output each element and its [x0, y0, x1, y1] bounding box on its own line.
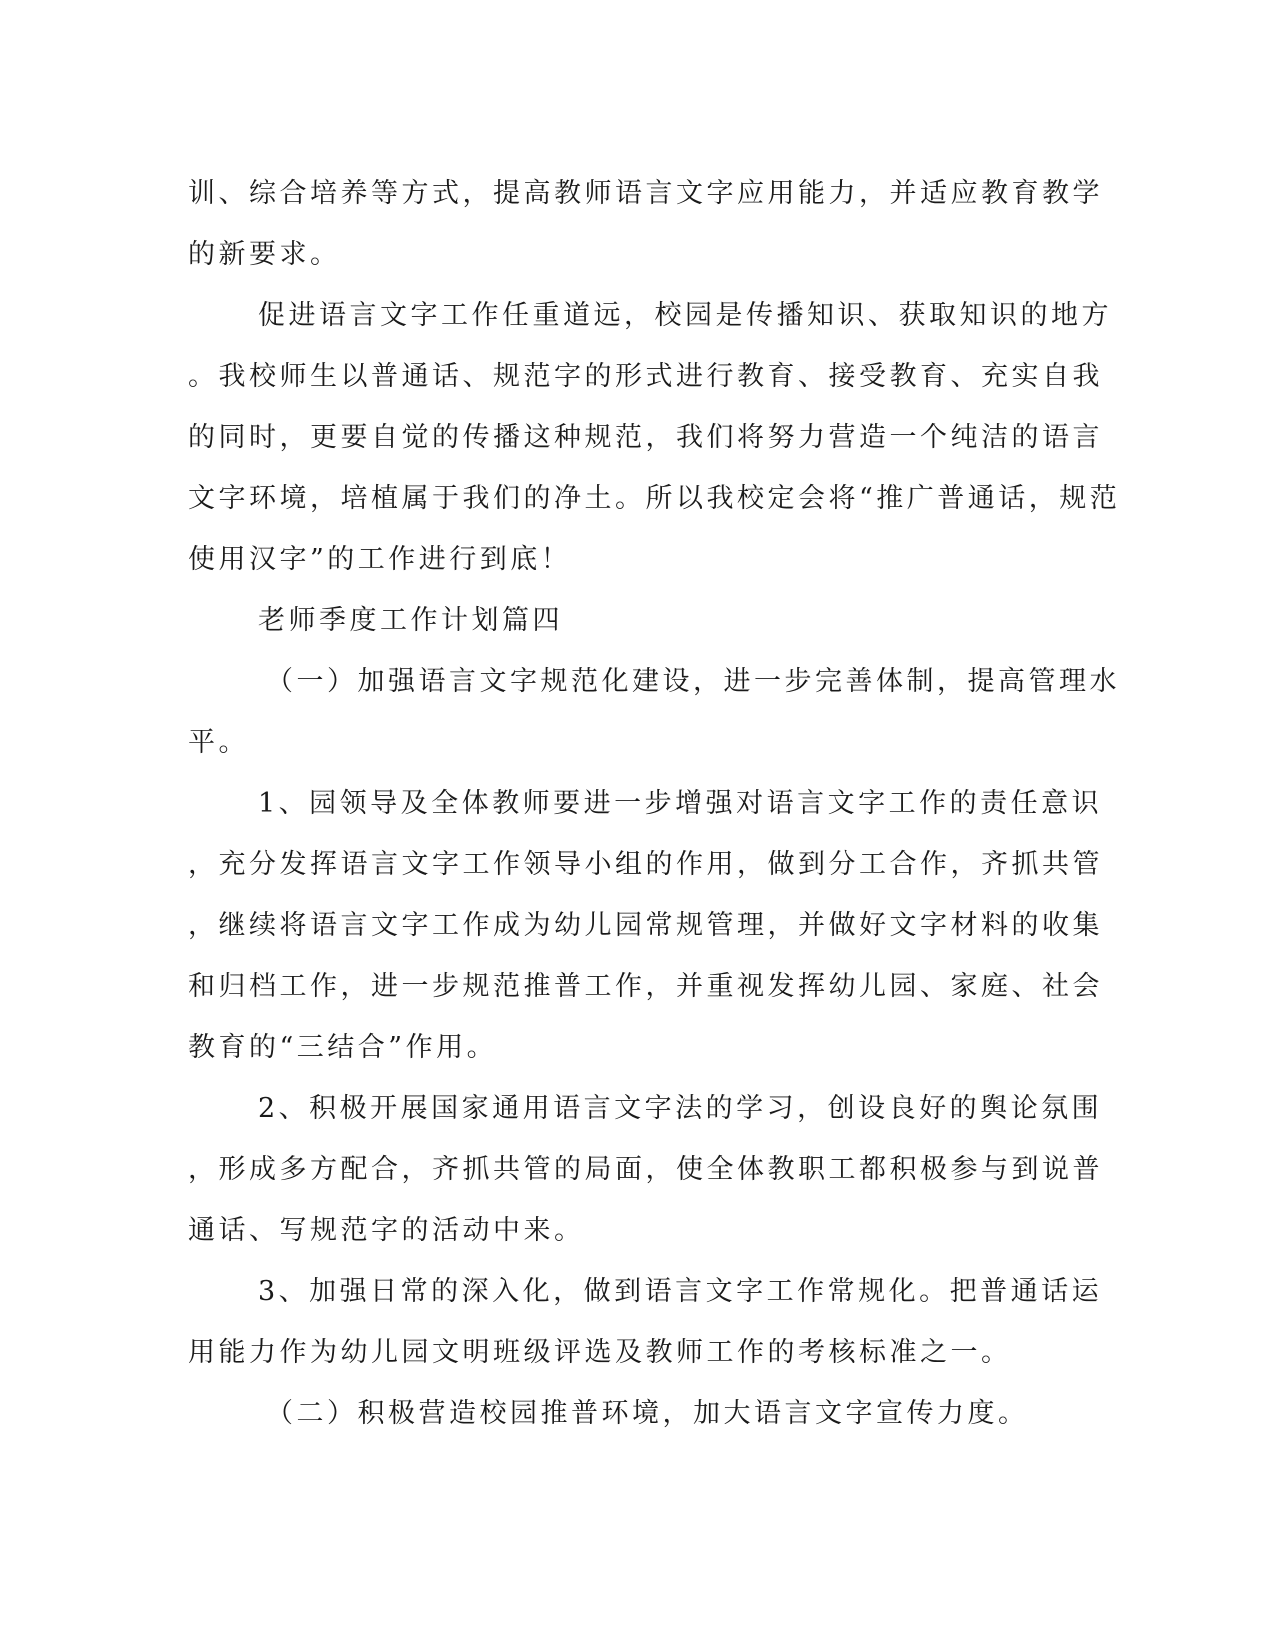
text-line: 2、积极开展国家通用语言文字法的学习，创设良好的舆论氛围 — [258, 1093, 1103, 1124]
text-line: 1、园领导及全体教师要进一步增强对语言文字工作的责任意识 — [258, 788, 1103, 819]
heading-text: 老师季度工作计划篇四 — [258, 605, 563, 636]
section-two-title — [188, 1383, 1068, 1444]
text-line: （一）加强语言文字规范化建设，进一步完善体制，提高管理水 — [266, 666, 1120, 697]
list-item-3 — [188, 1261, 1103, 1383]
document-body — [188, 163, 1121, 1444]
list-item-1 — [188, 773, 1103, 1078]
section-one-title — [188, 651, 1120, 773]
paragraph-conclusion — [188, 285, 1121, 590]
paragraph-continuation — [188, 163, 1103, 285]
text-line: 教育的“三结合”作用。 — [188, 1032, 498, 1063]
text-line: 3、加强日常的深入化，做到语言文字工作常规化。把普通话运 — [258, 1276, 1103, 1307]
text-line: 通话、写规范字的活动中来。 — [188, 1215, 585, 1246]
text-line: （二）积极营造校园推普环境，加大语言文字宣传力度。 — [266, 1398, 1029, 1429]
text-line: 文字环境，培植属于我们的净土。所以我校定会将“推广普通话，规范 — [188, 483, 1121, 514]
text-line: 促进语言文字工作任重道远，校园是传播知识、获取知识的地方 — [258, 300, 1112, 331]
section-heading — [188, 590, 1068, 651]
text-line: 和归档工作，进一步规范推普工作，并重视发挥幼儿园、家庭、社会 — [188, 971, 1103, 1002]
text-line: 平。 — [188, 727, 249, 758]
text-line: 用能力作为幼儿园文明班级评选及教师工作的考核标准之一。 — [188, 1337, 1012, 1368]
text-line: ，充分发挥语言文字工作领导小组的作用，做到分工合作，齐抓共管 — [188, 849, 1103, 880]
text-line: ，继续将语言文字工作成为幼儿园常规管理，并做好文字材料的收集 — [188, 910, 1103, 941]
text-line: ，形成多方配合，齐抓共管的局面，使全体教职工都积极参与到说普 — [188, 1154, 1103, 1185]
text-line: 训、综合培养等方式，提高教师语言文字应用能力，并适应教育教学 — [188, 178, 1103, 209]
list-item-2 — [188, 1078, 1103, 1261]
text-line: 使用汉字”的工作进行到底！ — [188, 544, 572, 575]
text-line: 的新要求。 — [188, 239, 341, 270]
text-line: 。我校师生以普通话、规范字的形式进行教育、接受教育、充实自我 — [188, 361, 1103, 392]
text-line: 的同时，更要自觉的传播这种规范，我们将努力营造一个纯洁的语言 — [188, 422, 1103, 453]
